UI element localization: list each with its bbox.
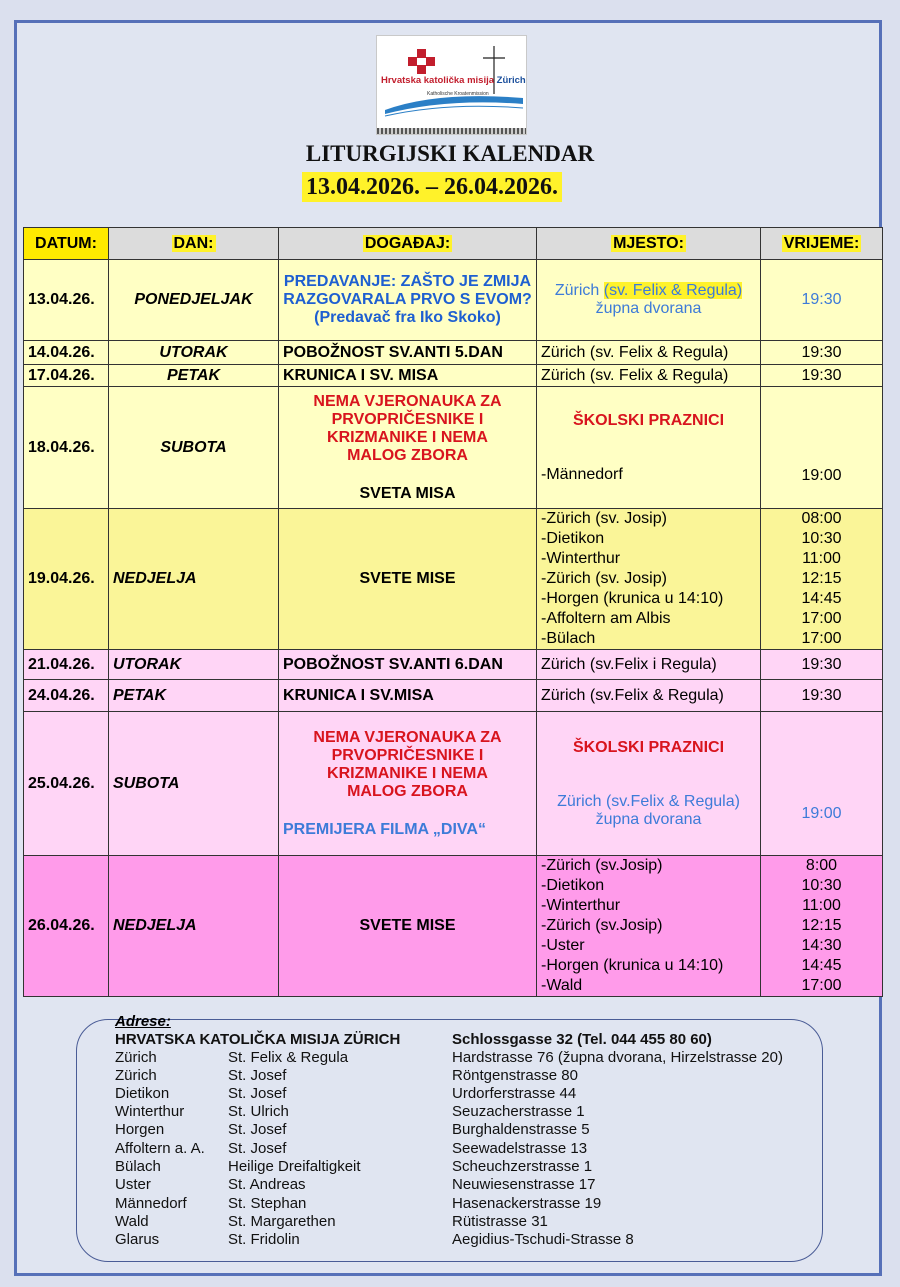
row-place: ŠKOLSKI PRAZNICI -Männedorf: [537, 387, 761, 509]
table-row: [24, 387, 883, 509]
row-time: 19:30: [761, 341, 883, 365]
row-day: UTORAK: [109, 650, 279, 680]
row-event: KRUNICA I SV.MISA: [279, 680, 537, 712]
address-row: Dietikon St. Josef Urdorferstrasse 44: [115, 1085, 577, 1102]
row-day: NEDJELJA: [109, 509, 279, 650]
row-day: PONEDJELJAK: [109, 260, 279, 341]
mission-logo: [376, 35, 527, 135]
row-place: Zürich (sv. Felix & Regula): [537, 365, 761, 387]
table-row: [24, 712, 883, 856]
table-row: [24, 341, 883, 365]
row-time: 19:30: [761, 680, 883, 712]
column-header-event: DOGAĐAJ:: [279, 228, 537, 260]
row-date: 18.04.26.: [24, 387, 109, 509]
row-event: KRUNICA I SV. MISA: [279, 365, 537, 387]
address-row: Bülach Heilige Dreifaltigkeit Scheuchzerstrasse 1: [115, 1158, 593, 1175]
row-event: SVETE MISE: [279, 856, 537, 997]
column-header-place: MJESTO:: [537, 228, 761, 260]
table-row: [24, 650, 883, 680]
address-row: Zürich St. Josef Röntgenstrasse 80: [115, 1067, 578, 1084]
row-date: 25.04.26.: [24, 712, 109, 856]
logo-band: [377, 128, 526, 134]
row-place: Zürich (sv. Felix & Regula) župna dvorana: [537, 260, 761, 341]
row-day: SUBOTA: [109, 712, 279, 856]
row-date: 19.04.26.: [24, 509, 109, 650]
address-title: Adrese:: [115, 1013, 171, 1030]
row-event: POBOŽNOST SV.ANTI 6.DAN: [279, 650, 537, 680]
row-place: Zürich (sv.Felix i Regula): [537, 650, 761, 680]
row-time: 19:30: [761, 365, 883, 387]
row-event: SVETE MISE: [279, 509, 537, 650]
row-time: 8:00 10:30 11:00 12:15 14:30 14:45 17:00: [761, 856, 883, 997]
table-row: [24, 856, 883, 997]
row-day: NEDJELJA: [109, 856, 279, 997]
row-time: 08:00 10:30 11:00 12:15 14:45 17:00 17:00: [761, 509, 883, 650]
row-place: -Zürich (sv. Josip) -Dietikon -Winterthur -Zürich (sv. Josip) -Horgen (krunica u 14:10) -Affoltern am Albis -Bülach: [537, 509, 761, 650]
column-header-time: VRIJEME:: [761, 228, 883, 260]
row-day: PETAK: [109, 680, 279, 712]
table-row: [24, 680, 883, 712]
column-header-date: DATUM:: [24, 228, 109, 260]
row-day: SUBOTA: [109, 387, 279, 509]
table-row: [24, 509, 883, 650]
row-date: 21.04.26.: [24, 650, 109, 680]
address-row: Winterthur St. Ulrich Seuzacherstrasse 1: [115, 1103, 585, 1120]
row-place: Zürich (sv.Felix & Regula): [537, 680, 761, 712]
row-event: NEMA VJERONAUKA ZA PRVOPRIČESNIKE I KRIZMANIKE I NEMA MALOG ZBORA SVETA MISA: [279, 387, 537, 509]
row-time: 19:30: [761, 260, 883, 341]
address-row: Wald St. Margarethen Rütistrasse 31: [115, 1213, 548, 1230]
table-row: [24, 365, 883, 387]
row-place: Zürich (sv. Felix & Regula): [537, 341, 761, 365]
address-row: Affoltern a. A. St. Josef Seewadelstrasse 13: [115, 1140, 588, 1157]
address-row: Glarus St. Fridolin Aegidius-Tschudi-Strasse 8: [115, 1231, 634, 1248]
row-date: 26.04.26.: [24, 856, 109, 997]
row-day: PETAK: [109, 365, 279, 387]
logo-subtitle: Katholische Kroatenmission: [427, 91, 489, 97]
address-row: Horgen St. Josef Burghaldenstrasse 5: [115, 1121, 590, 1138]
row-event: NEMA VJERONAUKA ZA PRVOPRIČESNIKE I KRIZMANIKE I NEMA MALOG ZBORA PREMIJERA FILMA „DIVA“: [279, 712, 537, 856]
row-time: 19:30: [761, 650, 883, 680]
row-date: 24.04.26.: [24, 680, 109, 712]
row-time: 19:00: [761, 712, 883, 856]
column-header-day: DAN:: [109, 228, 279, 260]
address-row: Uster St. Andreas Neuwiesenstrasse 17: [115, 1176, 596, 1193]
date-range: 13.04.2026. – 26.04.2026.: [302, 172, 562, 202]
page-title: LITURGIJSKI KALENDAR: [305, 141, 595, 166]
row-time: 19:00: [761, 387, 883, 509]
address-row: Männedorf St. Stephan Hasenackerstrasse 19: [115, 1195, 602, 1212]
address-row: HRVATSKA KATOLIČKA MISIJA ZÜRICH Schlossgasse 32 (Tel. 044 455 80 60): [115, 1031, 712, 1048]
row-event: PREDAVANJE: ZAŠTO JE ZMIJA RAZGOVARALA PRVO S EVOM? (Predavač fra Iko Skoko): [279, 260, 537, 341]
row-date: 13.04.26.: [24, 260, 109, 341]
table-header-row: [24, 228, 883, 260]
logo-name: Hrvatska katolička misija Zürich: [381, 75, 526, 86]
table-row: [24, 260, 883, 341]
calendar-table: [23, 227, 883, 997]
row-place: -Zürich (sv.Josip) -Dietikon -Winterthur -Zürich (sv.Josip) -Uster -Horgen (krunica u 14:10) -Wald: [537, 856, 761, 997]
row-day: UTORAK: [109, 341, 279, 365]
row-date: 17.04.26.: [24, 365, 109, 387]
address-row: Zürich St. Felix & Regula Hardstrasse 76 (župna dvorana, Hirzelstrasse 20): [115, 1049, 783, 1066]
row-date: 14.04.26.: [24, 341, 109, 365]
row-event: POBOŽNOST SV.ANTI 5.DAN: [279, 341, 537, 365]
row-place: ŠKOLSKI PRAZNICI Zürich (sv.Felix & Regula) župna dvorana: [537, 712, 761, 856]
